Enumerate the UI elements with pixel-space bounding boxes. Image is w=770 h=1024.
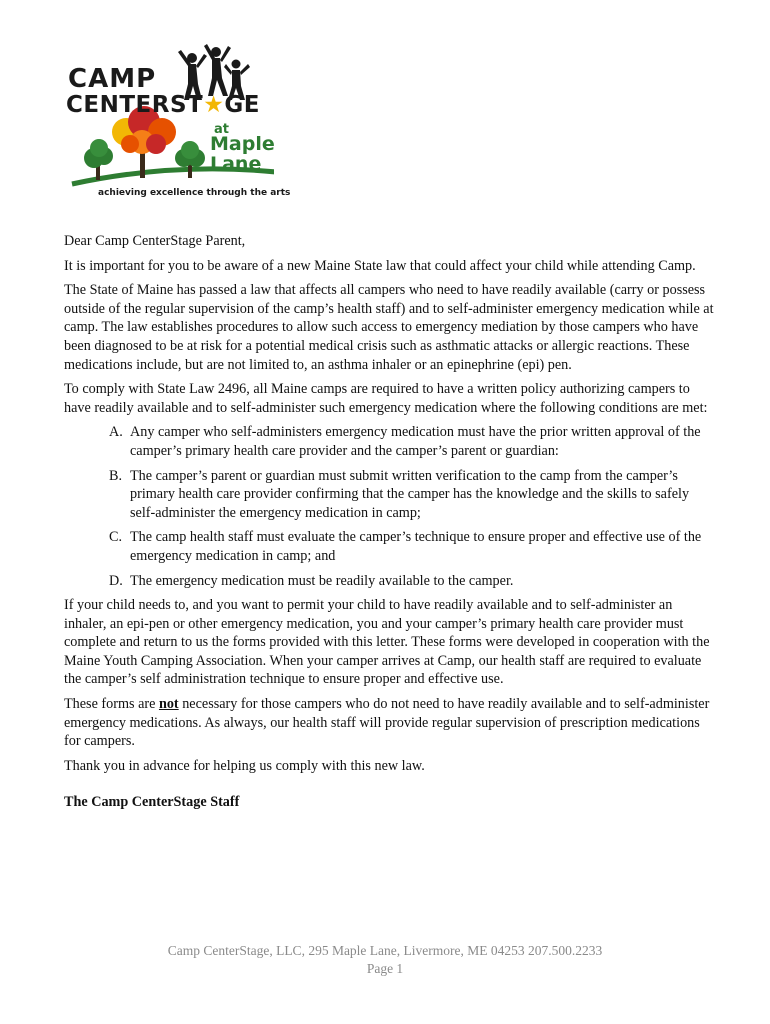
logo-tagline: achieving excellence through the arts: [98, 188, 291, 198]
paragraph-intro: It is important for you to be aware of a new Maine State law that could affect your child while attending Camp.: [64, 257, 696, 274]
logo-centerstage-pre: CENTERST: [66, 92, 204, 118]
list-item-text: The camp health staff must evaluate the camper’s technique to ensure proper and effective use of the emergency medication in camp; and: [130, 529, 702, 564]
list-item: [64, 572, 714, 591]
list-item: [64, 467, 714, 523]
letter-body: [64, 232, 714, 818]
logo-maple: Maple: [210, 133, 275, 155]
list-marker: B.: [109, 467, 123, 484]
logo-maple-lane-text: [210, 134, 280, 174]
conditions-list: [64, 423, 714, 590]
logo-at-text: at: [214, 122, 229, 137]
list-item: [64, 528, 714, 565]
paragraph-forms: If your child needs to, and you want to permit your child to have readily available and to self-administer an inhaler, an epi-pen or other emergency medication, you and your camper’s primary health care provider must complete and return to us the forms provided with this letter. These forms were developed in cooperation with the Maine Youth Camping Association. When your camper arrives at Camp, our health staff are required to evaluate the camper’s self administration technique to ensure proper and effective use.: [64, 597, 710, 688]
logo-centerstage-text: [66, 92, 260, 118]
list-marker: D.: [109, 572, 123, 589]
list-marker: C.: [109, 529, 123, 546]
logo-camp-text: CAMP: [68, 64, 157, 94]
forms-pre: These forms are: [64, 696, 159, 713]
paragraph-not-necessary: [64, 695, 714, 751]
emphasis-not: not: [158, 696, 179, 713]
star-icon: ★: [203, 92, 225, 118]
list-item: [64, 423, 714, 460]
signoff: The Camp CenterStage Staff: [64, 794, 240, 811]
camp-logo: [64, 44, 291, 204]
logo-lane: Lane: [210, 153, 262, 175]
list-item-text: The camper’s parent or guardian must submit written verification to the camp from the camper’s primary health care provider confirming that the camper has the knowledge and the skills to safely self-administer the emergency medication in camp;: [130, 467, 690, 521]
page-footer: [0, 942, 770, 978]
footer-address: Camp CenterStage, LLC, 295 Maple Lane, Livermore, ME 04253 207.500.2233: [167, 943, 603, 958]
page-number: Page 1: [366, 961, 404, 976]
forms-post: necessary for those campers who do not need to have readily available and to self-administer emergency medications. As always, our health staff will provide regular supervision of prescription medications for campers.: [64, 696, 710, 750]
list-marker: A.: [109, 424, 123, 441]
list-item-text: Any camper who self-administers emergency medication must have the prior written approval of the camper’s primary health care provider and the camper’s parent or guardian:: [130, 424, 701, 459]
list-item-text: The emergency medication must be readily available to the camper.: [130, 572, 514, 589]
paragraph-law: The State of Maine has passed a law that affects all campers who need to have readily available (carry or possess outside of the regular supervision of the camp’s health staff) and to self-administer emergency medication while at camp. The law establishes procedures to allow such access to emergency mediation by those campers who have been diagnosed to be at risk for a potential medical crisis such as asthmatic attacks or allergic reactions. These medications include, but are not limited to, an asthma inhaler or an epinephrine (epi) pen.: [64, 282, 714, 373]
logo-centerstage-post: GE: [224, 92, 260, 118]
salutation: Dear Camp CenterStage Parent,: [64, 233, 246, 249]
paragraph-thanks: Thank you in advance for helping us comply with this new law.: [64, 757, 425, 774]
paragraph-compliance: To comply with State Law 2496, all Maine camps are required to have a written policy authorizing campers to have readily available and to self-administer such emergency medication where the following conditions are met:: [64, 381, 708, 416]
